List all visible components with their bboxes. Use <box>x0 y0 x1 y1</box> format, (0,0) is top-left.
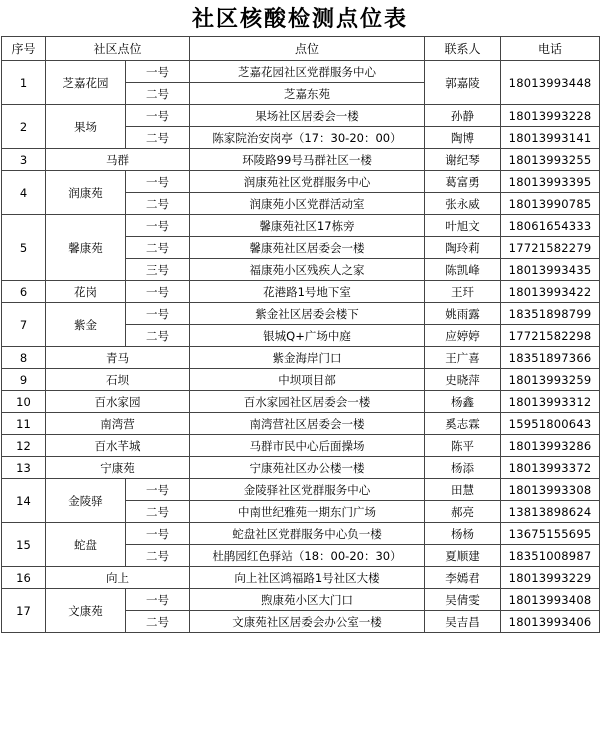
community-name: 百水芊城 <box>46 435 190 457</box>
location-cell: 文康苑社区居委会办公室一楼 <box>190 611 425 633</box>
contact-cell: 吴吉昌 <box>425 611 501 633</box>
location-cell: 馨康苑社区居委会一楼 <box>190 237 425 259</box>
location-cell: 向上社区鸿福路1号社区大楼 <box>190 567 425 589</box>
table-row <box>2 391 600 413</box>
contact-cell: 杨添 <box>425 457 501 479</box>
location-cell: 润康苑小区党群活动室 <box>190 193 425 215</box>
sub-point-label: 一号 <box>126 479 190 501</box>
location-cell: 百水家园社区居委会一楼 <box>190 391 425 413</box>
community-name: 宁康苑 <box>46 457 190 479</box>
sub-point-label: 二号 <box>126 611 190 633</box>
community-name: 青马 <box>46 347 190 369</box>
contact-cell: 陈凯峰 <box>425 259 501 281</box>
phone-cell: 18013993448 <box>501 61 600 105</box>
location-cell: 金陵驿社区党群服务中心 <box>190 479 425 501</box>
sub-point-label: 二号 <box>126 83 190 105</box>
contact-cell: 陶玲莉 <box>425 237 501 259</box>
table-row <box>2 567 600 589</box>
contact-cell: 张永威 <box>425 193 501 215</box>
table-row <box>2 61 600 83</box>
sub-point-label: 二号 <box>126 545 190 567</box>
location-cell: 煦康苑小区大门口 <box>190 589 425 611</box>
sub-point-label: 一号 <box>126 171 190 193</box>
community-name: 芝嘉花园 <box>46 61 126 105</box>
location-cell: 马群市民中心后面操场 <box>190 435 425 457</box>
table-row <box>2 347 600 369</box>
sub-point-label: 二号 <box>126 193 190 215</box>
location-cell: 润康苑社区党群服务中心 <box>190 171 425 193</box>
table-row <box>2 479 600 501</box>
header-phone: 电话 <box>501 37 600 61</box>
row-index: 14 <box>2 479 46 523</box>
sub-point-label: 一号 <box>126 105 190 127</box>
table-row <box>2 413 600 435</box>
table-row <box>2 369 600 391</box>
sub-point-label: 二号 <box>126 501 190 523</box>
phone-cell: 18013993422 <box>501 281 600 303</box>
table-header-row <box>2 37 600 61</box>
phone-cell: 18013993259 <box>501 369 600 391</box>
location-cell: 馨康苑社区17栋旁 <box>190 215 425 237</box>
phone-cell: 18013993408 <box>501 589 600 611</box>
community-name: 果场 <box>46 105 126 149</box>
contact-cell: 田慧 <box>425 479 501 501</box>
sub-point-label: 一号 <box>126 61 190 83</box>
sub-point-label: 二号 <box>126 127 190 149</box>
table-row <box>2 281 600 303</box>
table-row <box>2 303 600 325</box>
row-index: 7 <box>2 303 46 347</box>
location-cell: 花港路1号地下室 <box>190 281 425 303</box>
phone-cell: 18013993286 <box>501 435 600 457</box>
phone-cell: 13675155695 <box>501 523 600 545</box>
location-cell: 芝嘉花园社区党群服务中心 <box>190 61 425 83</box>
location-cell: 芝嘉东苑 <box>190 83 425 105</box>
sub-point-label: 三号 <box>126 259 190 281</box>
community-name: 馨康苑 <box>46 215 126 281</box>
phone-cell: 15951800643 <box>501 413 600 435</box>
community-name: 文康苑 <box>46 589 126 633</box>
contact-cell: 孙静 <box>425 105 501 127</box>
page-title: 社区核酸检测点位表 <box>191 7 408 32</box>
community-name: 花岗 <box>46 281 126 303</box>
row-index: 16 <box>2 567 46 589</box>
community-name: 金陵驿 <box>46 479 126 523</box>
row-index: 8 <box>2 347 46 369</box>
phone-cell: 17721582298 <box>501 325 600 347</box>
contact-cell: 杨杨 <box>425 523 501 545</box>
row-index: 11 <box>2 413 46 435</box>
location-cell: 中南世纪雅苑一期东门广场 <box>190 501 425 523</box>
phone-cell: 18013993312 <box>501 391 600 413</box>
row-index: 4 <box>2 171 46 215</box>
location-cell: 紫金海岸门口 <box>190 347 425 369</box>
community-name: 石坝 <box>46 369 190 391</box>
contact-cell: 郝亮 <box>425 501 501 523</box>
phone-cell: 18351897366 <box>501 347 600 369</box>
phone-cell: 18013993308 <box>501 479 600 501</box>
contact-cell: 吴倩雯 <box>425 589 501 611</box>
header-location: 点位 <box>190 37 425 61</box>
header-community: 社区点位 <box>46 37 190 61</box>
location-cell: 陈家院治安岗亭（17：30-20：00） <box>190 127 425 149</box>
header-contact: 联系人 <box>425 37 501 61</box>
table-row <box>2 105 600 127</box>
contact-cell: 姚雨露 <box>425 303 501 325</box>
community-name: 向上 <box>46 567 190 589</box>
row-index: 2 <box>2 105 46 149</box>
phone-cell: 18013993255 <box>501 149 600 171</box>
row-index: 17 <box>2 589 46 633</box>
contact-cell: 王广喜 <box>425 347 501 369</box>
community-name: 马群 <box>46 149 190 171</box>
phone-cell: 18013993228 <box>501 105 600 127</box>
location-cell: 银城Q+广场中庭 <box>190 325 425 347</box>
phone-cell: 18013993435 <box>501 259 600 281</box>
table-row <box>2 149 600 171</box>
row-index: 5 <box>2 215 46 281</box>
sub-point-label: 一号 <box>126 281 190 303</box>
sub-point-label: 一号 <box>126 523 190 545</box>
phone-cell: 18013993372 <box>501 457 600 479</box>
sub-point-label: 二号 <box>126 325 190 347</box>
table-row <box>2 215 600 237</box>
row-index: 3 <box>2 149 46 171</box>
phone-cell: 18351898799 <box>501 303 600 325</box>
row-index: 9 <box>2 369 46 391</box>
location-cell: 紫金社区居委会楼下 <box>190 303 425 325</box>
table-row <box>2 523 600 545</box>
table-row <box>2 589 600 611</box>
sub-point-label: 一号 <box>126 303 190 325</box>
community-name: 南湾营 <box>46 413 190 435</box>
contact-cell: 叶旭文 <box>425 215 501 237</box>
header-index: 序号 <box>2 37 46 61</box>
phone-cell: 17721582279 <box>501 237 600 259</box>
phone-cell: 18013990785 <box>501 193 600 215</box>
location-cell: 杜鹃园红色驿站（18：00-20：30） <box>190 545 425 567</box>
community-name: 蛇盘 <box>46 523 126 567</box>
contact-cell: 夏顺建 <box>425 545 501 567</box>
row-index: 10 <box>2 391 46 413</box>
location-cell: 中坝项目部 <box>190 369 425 391</box>
row-index: 1 <box>2 61 46 105</box>
contact-cell: 李嫣君 <box>425 567 501 589</box>
phone-cell: 18351008987 <box>501 545 600 567</box>
row-index: 13 <box>2 457 46 479</box>
phone-cell: 18013993229 <box>501 567 600 589</box>
phone-cell: 18013993141 <box>501 127 600 149</box>
community-name: 润康苑 <box>46 171 126 215</box>
row-index: 12 <box>2 435 46 457</box>
contact-cell: 应婷婷 <box>425 325 501 347</box>
table-row <box>2 171 600 193</box>
phone-cell: 18013993406 <box>501 611 600 633</box>
row-index: 15 <box>2 523 46 567</box>
sub-point-label: 一号 <box>126 215 190 237</box>
location-cell: 果场社区居委会一楼 <box>190 105 425 127</box>
location-cell: 南湾营社区居委会一楼 <box>190 413 425 435</box>
contact-cell: 郭嘉陵 <box>425 61 501 105</box>
table-row <box>2 457 600 479</box>
location-cell: 环陵路99号马群社区一楼 <box>190 149 425 171</box>
table-body <box>2 61 600 633</box>
location-cell: 福康苑小区残疾人之家 <box>190 259 425 281</box>
community-name: 紫金 <box>46 303 126 347</box>
contact-cell: 陶博 <box>425 127 501 149</box>
contact-cell: 陈平 <box>425 435 501 457</box>
phone-cell: 13813898624 <box>501 501 600 523</box>
testing-sites-table <box>1 36 600 633</box>
table-row <box>2 435 600 457</box>
contact-cell: 史晓萍 <box>425 369 501 391</box>
contact-cell: 奚志霖 <box>425 413 501 435</box>
contact-cell: 谢纪琴 <box>425 149 501 171</box>
sub-point-label: 一号 <box>126 589 190 611</box>
phone-cell: 18061654333 <box>501 215 600 237</box>
contact-cell: 杨鑫 <box>425 391 501 413</box>
contact-cell: 葛富勇 <box>425 171 501 193</box>
location-cell: 宁康苑社区办公楼一楼 <box>190 457 425 479</box>
phone-cell: 18013993395 <box>501 171 600 193</box>
community-name: 百水家园 <box>46 391 190 413</box>
sub-point-label: 二号 <box>126 237 190 259</box>
row-index: 6 <box>2 281 46 303</box>
location-cell: 蛇盘社区党群服务中心负一楼 <box>190 523 425 545</box>
contact-cell: 王玕 <box>425 281 501 303</box>
